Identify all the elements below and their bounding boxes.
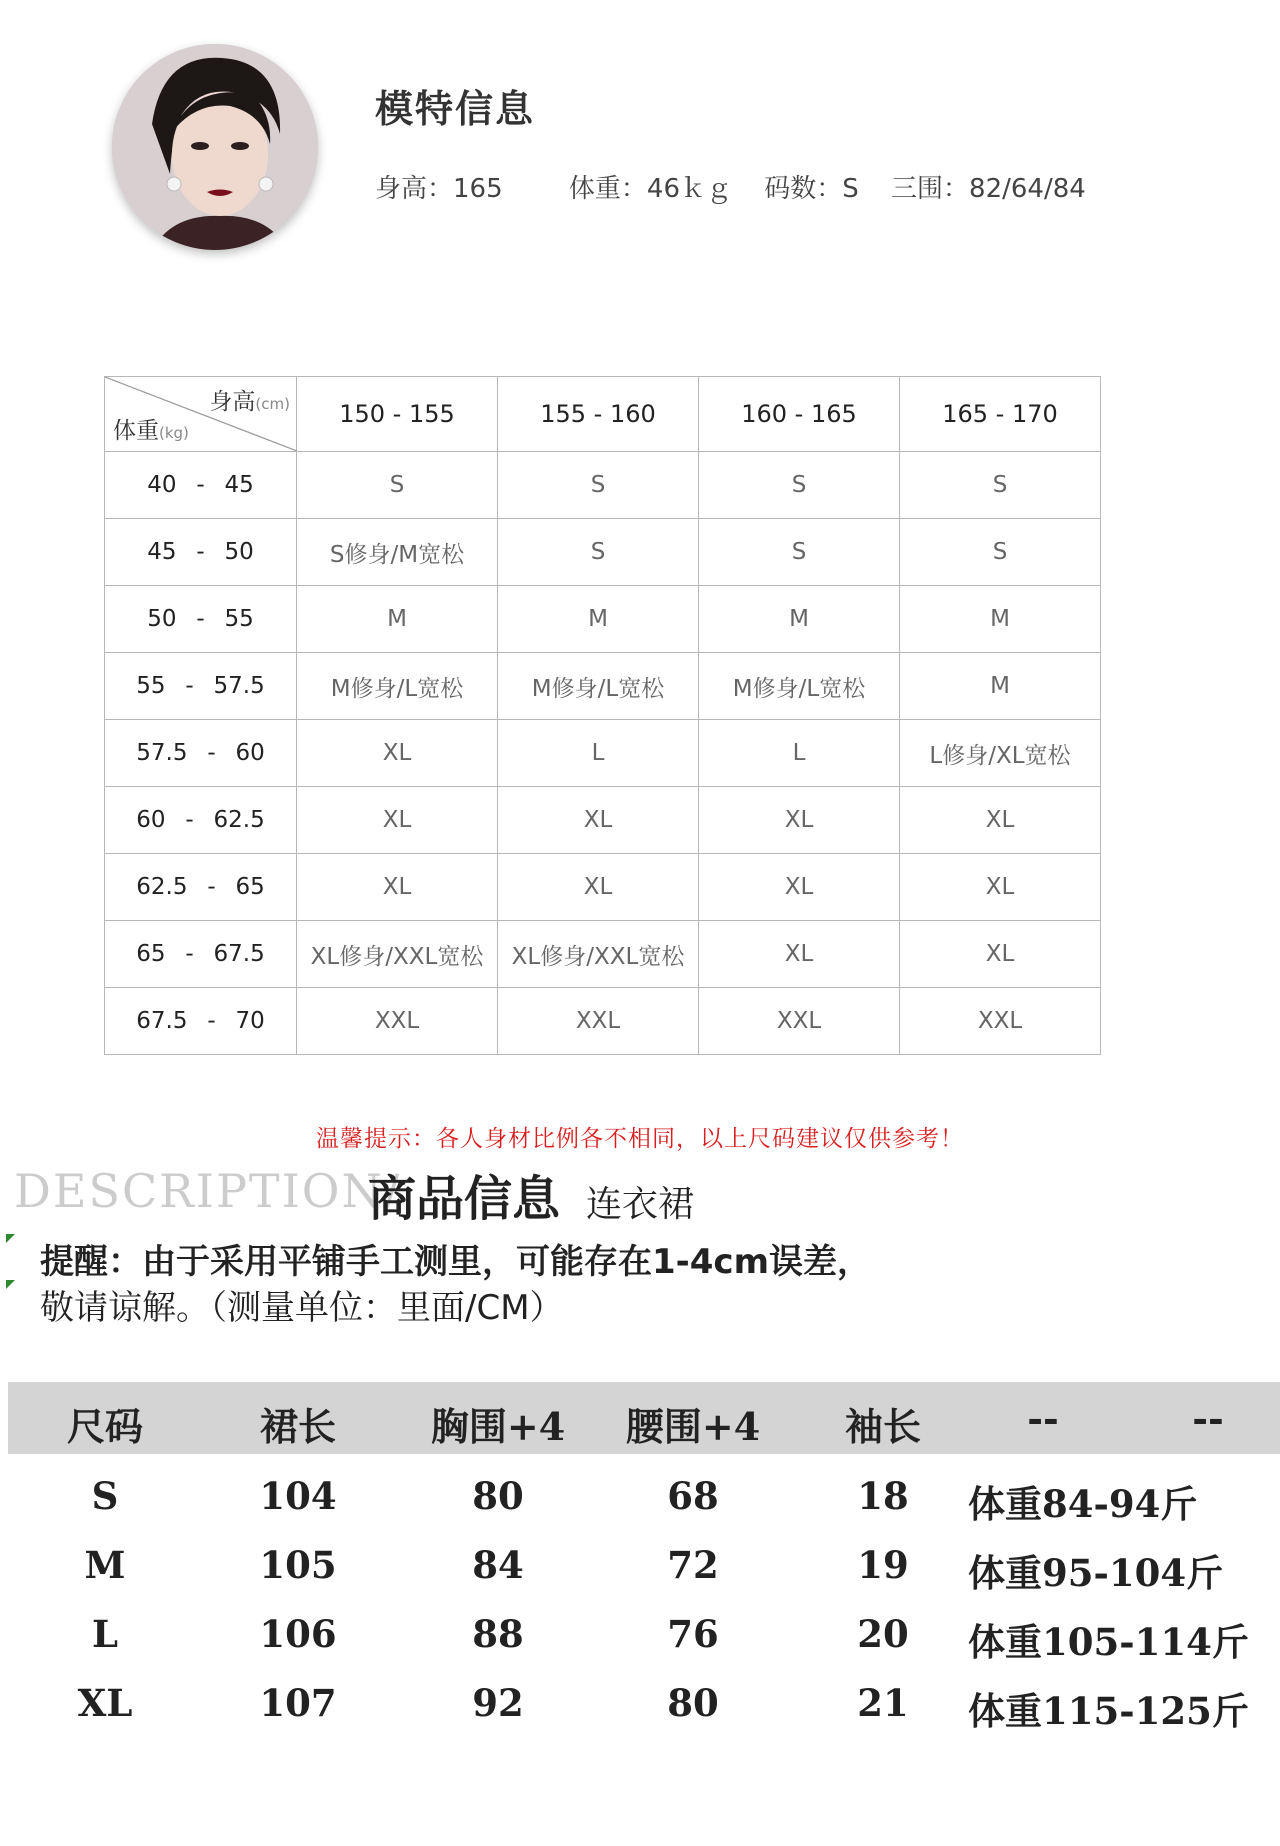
- size-cell: XL: [699, 921, 900, 988]
- measure-cell-bust: 84: [472, 1543, 524, 1587]
- measure-cell-bust: 88: [472, 1612, 524, 1656]
- description-english-heading: DESCRIPTION/: [14, 1164, 402, 1218]
- height-range-header: 150 - 155: [297, 377, 498, 452]
- size-cell: L: [699, 720, 900, 787]
- size-cell: S: [900, 519, 1101, 586]
- size-table-row: [105, 854, 1101, 921]
- size-cell: S修身/M宽松: [297, 519, 498, 586]
- measure-cell-length: 106: [259, 1612, 337, 1656]
- measure-header-cell: --: [1192, 1396, 1224, 1441]
- size-tip-notice: 温馨提示：各人身材比例各不相同，以上尺码建议仅供参考！: [316, 1126, 964, 1152]
- measure-cell-sleeve: 21: [857, 1681, 909, 1725]
- size-table-row: [105, 720, 1101, 787]
- size-table-row: [105, 586, 1101, 653]
- size-cell: L修身/XL宽松: [900, 720, 1101, 787]
- measure-cell-waist: 68: [667, 1474, 719, 1518]
- size-cell: XXL: [900, 988, 1101, 1055]
- measurement-note-line-2: 敬请谅解。（测量单位：里面/CM）: [40, 1288, 564, 1328]
- measure-cell-length: 105: [259, 1543, 337, 1587]
- measure-cell-bust: 80: [472, 1474, 524, 1518]
- model-size: 码数：S: [764, 174, 859, 204]
- size-table-row: [105, 787, 1101, 854]
- green-corner-mark-icon: [6, 1280, 15, 1289]
- size-table-header-row: [105, 377, 1101, 452]
- green-corner-mark-icon: [6, 1234, 15, 1243]
- size-table-row: [105, 653, 1101, 720]
- size-table-row: [105, 452, 1101, 519]
- measure-cell-size: XL: [77, 1681, 133, 1725]
- weight-range-cell: 62.5 - 65: [105, 854, 297, 921]
- size-cell: M: [900, 586, 1101, 653]
- size-cell: XXL: [297, 988, 498, 1055]
- size-cell: S: [498, 519, 699, 586]
- size-cell: XL: [498, 787, 699, 854]
- size-cell: M: [498, 586, 699, 653]
- measure-header-cell: 尺码: [66, 1404, 143, 1449]
- size-cell: XL: [900, 787, 1101, 854]
- size-cell: S: [699, 519, 900, 586]
- measure-cell-sleeve: 20: [857, 1612, 909, 1656]
- size-cell: XL: [900, 921, 1101, 988]
- model-weight: 体重：46ｋｇ: [568, 174, 732, 204]
- measure-header-cell: 胸围+4: [430, 1404, 566, 1449]
- size-cell: XL: [297, 787, 498, 854]
- size-cell: M: [297, 586, 498, 653]
- size-cell: S: [699, 452, 900, 519]
- measure-cell-weight: 体重105-114斤: [968, 1620, 1249, 1664]
- measure-cell-waist: 72: [667, 1543, 719, 1587]
- model-stats: [375, 168, 1144, 205]
- measure-cell-weight: 体重84-94斤: [968, 1482, 1198, 1526]
- size-cell: XL修身/XXL宽松: [498, 921, 699, 988]
- height-range-header: 165 - 170: [900, 377, 1101, 452]
- measure-cell-length: 107: [259, 1681, 337, 1725]
- size-table-row: [105, 921, 1101, 988]
- measure-cell-size: M: [84, 1543, 126, 1587]
- corner-weight-label: 体重(kg): [113, 418, 189, 444]
- measure-cell-sleeve: 19: [857, 1543, 909, 1587]
- measure-header-cell: 袖长: [844, 1404, 921, 1449]
- model-avatar: [112, 44, 318, 250]
- measure-cell-waist: 80: [667, 1681, 719, 1725]
- size-cell: S: [498, 452, 699, 519]
- size-recommendation-table: [104, 376, 1101, 1055]
- model-info-title: 模特信息: [375, 87, 536, 131]
- size-cell: M: [900, 653, 1101, 720]
- size-table-row: [105, 988, 1101, 1055]
- corner-height-label: 身高(cm): [209, 389, 290, 415]
- model-measurements: 三围：82/64/84: [891, 174, 1086, 204]
- measure-cell-bust: 92: [472, 1681, 524, 1725]
- size-cell: S: [900, 452, 1101, 519]
- measure-cell-size: S: [91, 1474, 119, 1518]
- size-cell: M: [699, 586, 900, 653]
- description-title: 商品信息: [368, 1171, 561, 1227]
- weight-range-cell: 60 - 62.5: [105, 787, 297, 854]
- size-cell: XXL: [699, 988, 900, 1055]
- height-range-header: 160 - 165: [699, 377, 900, 452]
- weight-range-cell: 67.5 - 70: [105, 988, 297, 1055]
- measure-table-header: [8, 1382, 1280, 1454]
- measure-cell-weight: 体重115-125斤: [968, 1689, 1249, 1733]
- size-cell: XL: [498, 854, 699, 921]
- measure-cell-size: L: [91, 1612, 118, 1656]
- size-cell: XL: [699, 854, 900, 921]
- measure-header-cell: --: [1027, 1396, 1059, 1441]
- weight-range-cell: 50 - 55: [105, 586, 297, 653]
- height-range-header: 155 - 160: [498, 377, 699, 452]
- size-cell: L: [498, 720, 699, 787]
- weight-range-cell: 65 - 67.5: [105, 921, 297, 988]
- measure-row: [8, 1533, 1280, 1601]
- measure-header-cell: 裙长: [259, 1404, 336, 1449]
- size-cell: S: [297, 452, 498, 519]
- measure-row: [8, 1602, 1280, 1670]
- size-cell: M修身/L宽松: [699, 653, 900, 720]
- description-subtitle: 连衣裙: [586, 1184, 695, 1225]
- measure-cell-weight: 体重95-104斤: [968, 1551, 1224, 1595]
- size-table-row: [105, 519, 1101, 586]
- weight-range-cell: 45 - 50: [105, 519, 297, 586]
- size-cell: XXL: [498, 988, 699, 1055]
- size-cell: XL修身/XXL宽松: [297, 921, 498, 988]
- measure-cell-sleeve: 18: [857, 1474, 909, 1518]
- size-cell: M修身/L宽松: [498, 653, 699, 720]
- measure-header-cell: 腰围+4: [625, 1404, 761, 1449]
- weight-range-cell: 55 - 57.5: [105, 653, 297, 720]
- size-cell: XL: [699, 787, 900, 854]
- measure-row: [8, 1464, 1280, 1532]
- size-cell: XL: [297, 854, 498, 921]
- weight-range-cell: 40 - 45: [105, 452, 297, 519]
- measure-cell-waist: 76: [667, 1612, 719, 1656]
- weight-range-cell: 57.5 - 60: [105, 720, 297, 787]
- size-cell: XL: [297, 720, 498, 787]
- size-cell: M修身/L宽松: [297, 653, 498, 720]
- size-table-corner: [105, 377, 297, 452]
- model-height: 身高：165: [375, 174, 503, 204]
- measure-cell-length: 104: [259, 1474, 337, 1518]
- measure-row: [8, 1671, 1280, 1739]
- measurement-note-line-1: 提醒：由于采用平铺手工测里，可能存在1-4cm误差，: [40, 1242, 872, 1282]
- size-cell: XL: [900, 854, 1101, 921]
